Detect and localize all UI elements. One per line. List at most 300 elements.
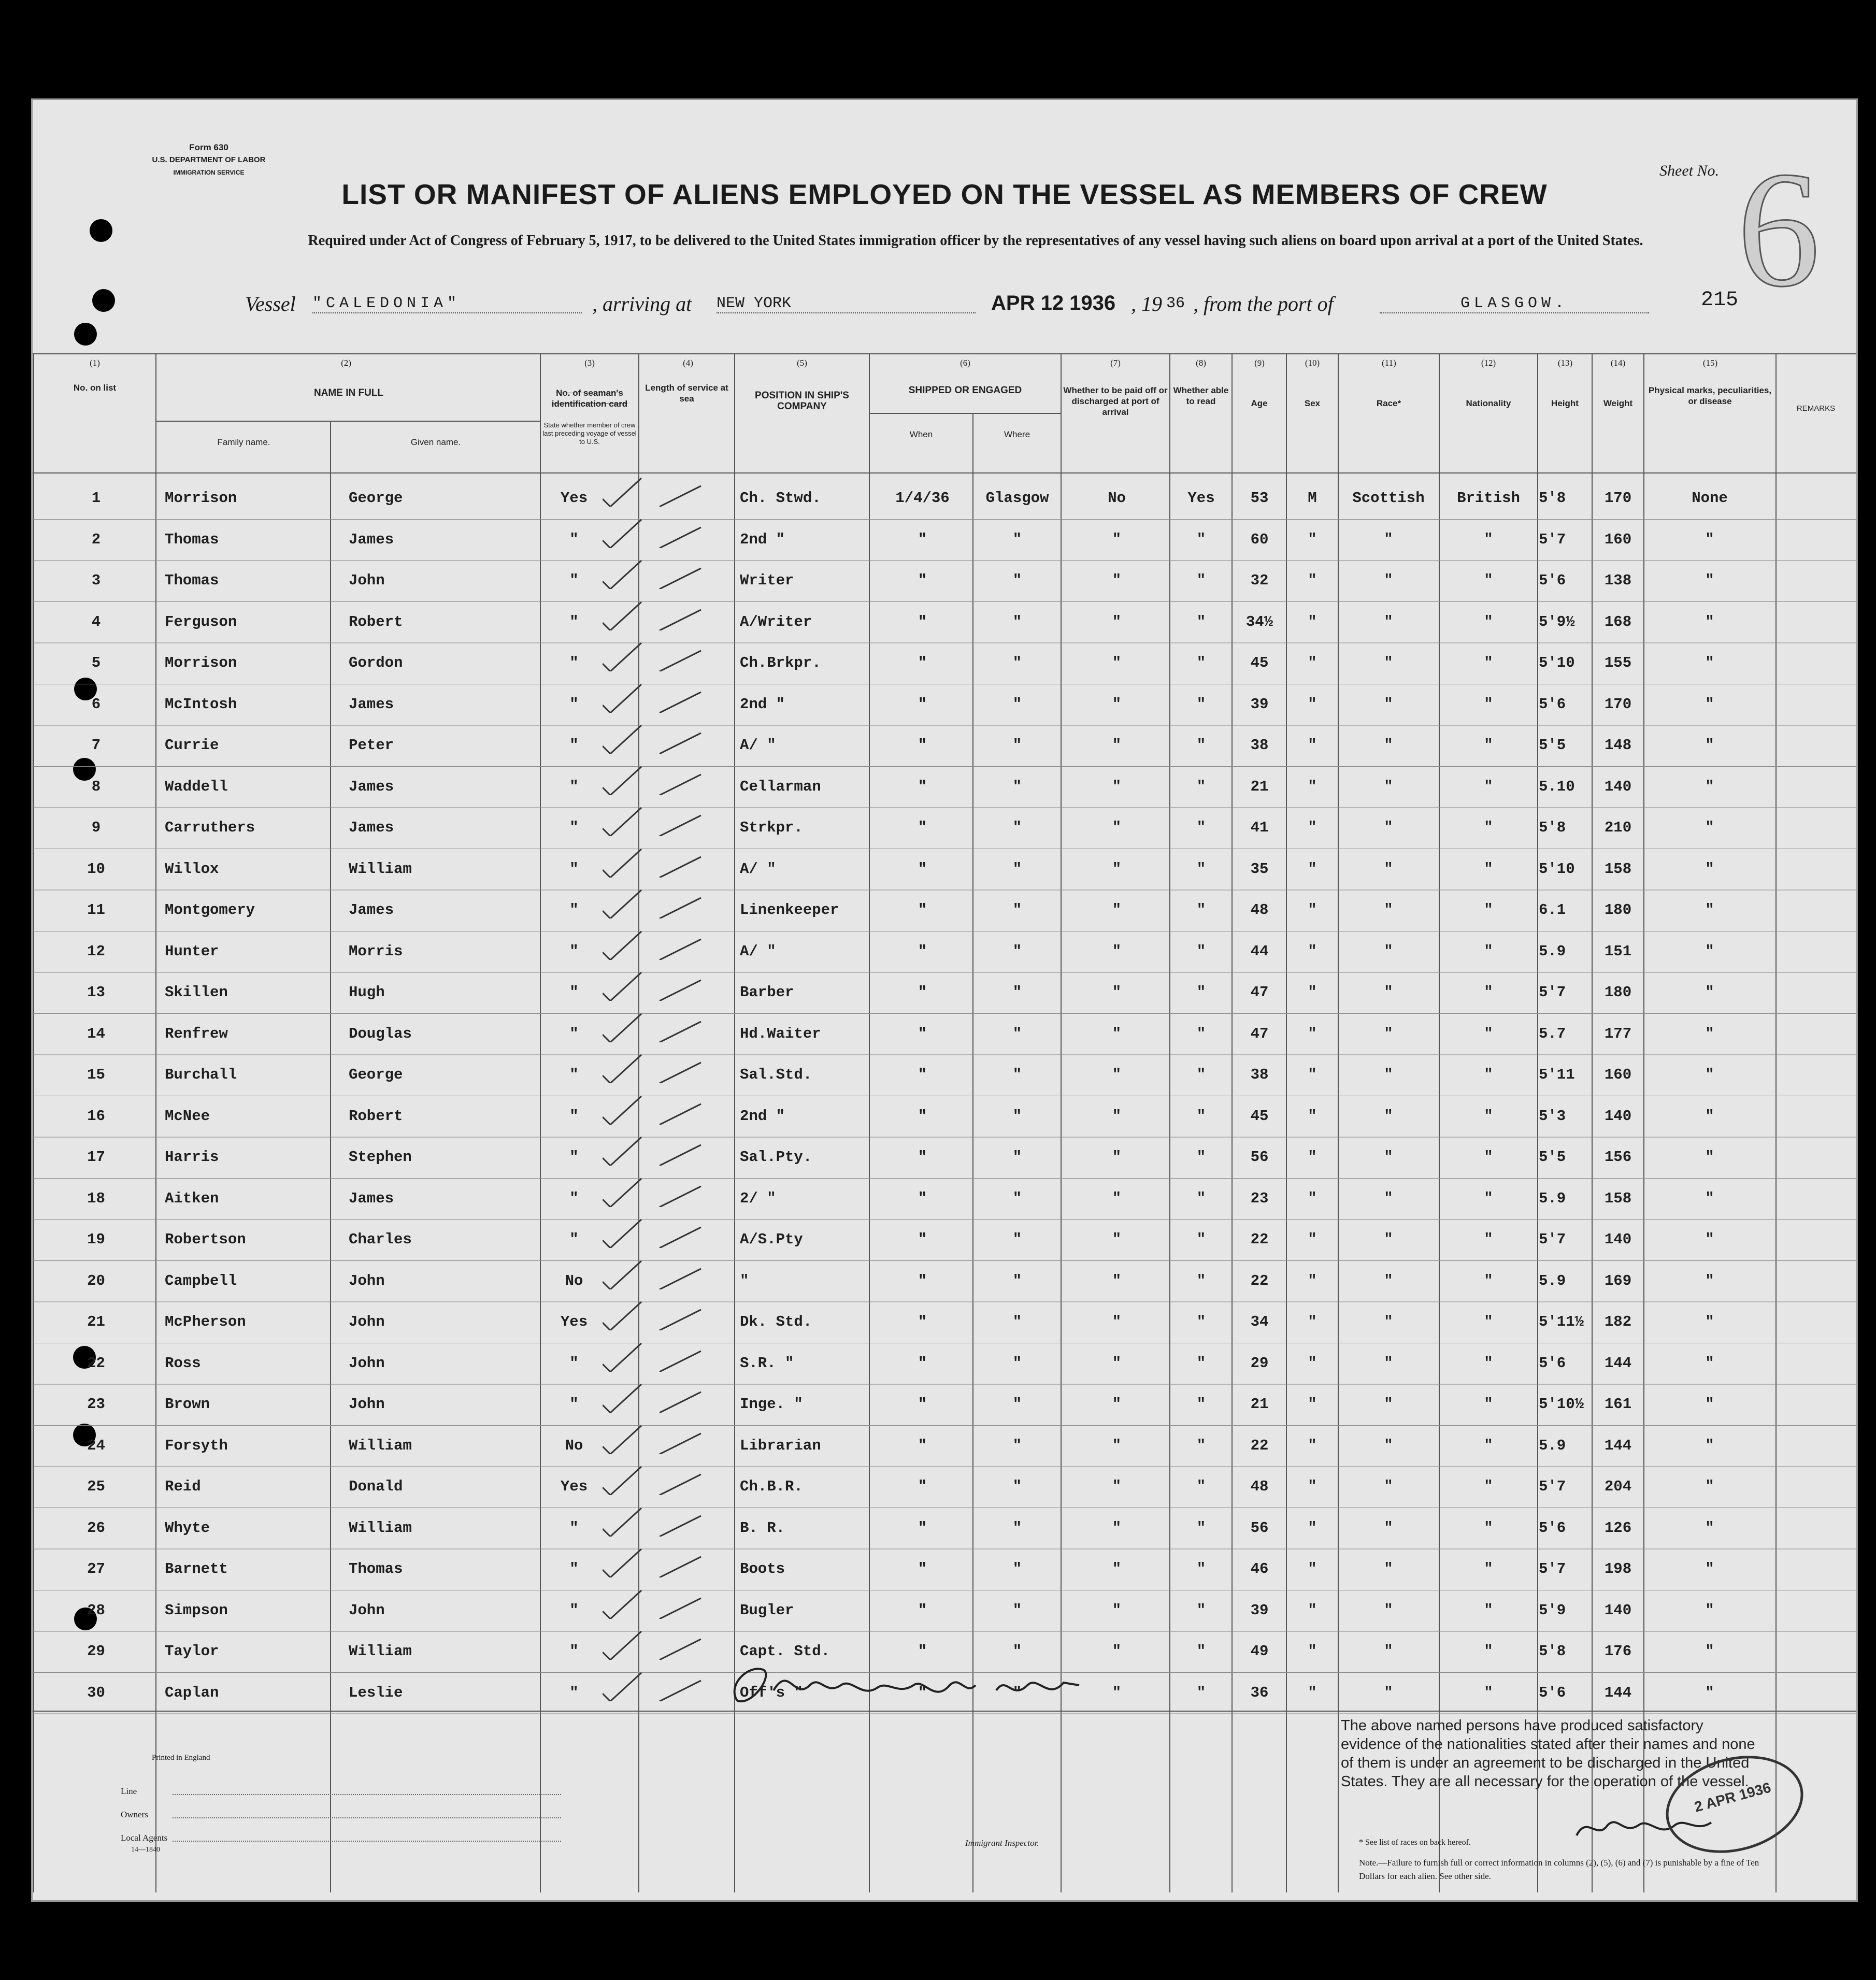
cell-marks: " [1705, 1149, 1714, 1166]
vessel-number: 215 [1701, 289, 1739, 312]
footer-line-label: Line [121, 1786, 137, 1796]
cell-where: " [1012, 1025, 1022, 1042]
check-mark [603, 1629, 706, 1660]
col-num-5: (5) [797, 358, 807, 368]
cell-age: 21 [1250, 1396, 1269, 1413]
cell-height: 5'9 [1539, 1601, 1566, 1619]
cell-weight: 156 [1604, 1149, 1632, 1166]
cell-weight: 210 [1604, 819, 1632, 836]
cell-position: A/ " [740, 737, 776, 754]
cell-no: 19 [87, 1231, 105, 1248]
cell-position: Strkpr. [740, 819, 803, 836]
cell-when: " [918, 613, 927, 630]
cell-where: " [1012, 737, 1022, 754]
check-mark [603, 970, 706, 1001]
cell-prev: " [569, 737, 579, 754]
cell-prev: " [569, 654, 579, 671]
cell-given: James [349, 695, 394, 713]
cell-read: " [1196, 1313, 1206, 1330]
cell-height: 5'6 [1539, 1354, 1566, 1372]
header-able-read: Whether able to read [1173, 385, 1229, 406]
cell-position: Ch. Stwd. [740, 490, 821, 507]
check-mark [603, 1258, 706, 1289]
cell-race: " [1384, 1313, 1393, 1330]
cell-weight: 168 [1604, 613, 1632, 630]
cell-prev: " [569, 984, 579, 1001]
cell-prev: " [569, 1643, 579, 1660]
cell-where: " [1012, 1560, 1022, 1577]
cell-family: Aitken [165, 1189, 219, 1207]
cell-marks: " [1705, 1231, 1714, 1248]
cell-position: S.R. " [740, 1354, 794, 1372]
cell-when: " [918, 1354, 927, 1372]
cell-given: John [349, 1272, 385, 1289]
cell-marks: " [1705, 819, 1714, 836]
cell-given: William [349, 1519, 412, 1537]
cell-age: 44 [1250, 942, 1269, 960]
cell-nat: " [1484, 1519, 1493, 1537]
sheet-label: Sheet No. [1659, 162, 1719, 179]
cell-paid: " [1112, 530, 1122, 548]
cell-given: James [349, 530, 394, 548]
cell-prev: " [569, 1107, 579, 1125]
cell-position: 2nd " [740, 530, 785, 548]
cell-when: " [918, 942, 927, 960]
cell-age: 56 [1250, 1519, 1269, 1537]
cell-race: " [1384, 1684, 1393, 1701]
col-num-4: (4) [683, 358, 693, 368]
cell-race: " [1384, 1560, 1393, 1577]
col-num-14: (14) [1610, 358, 1626, 368]
cell-race: " [1384, 778, 1393, 795]
cell-prev: " [569, 1025, 579, 1042]
cell-no: 7 [91, 737, 101, 754]
cell-weight: 169 [1604, 1272, 1632, 1289]
cell-nat: " [1484, 819, 1493, 836]
cell-family: Burchall [165, 1066, 237, 1083]
cell-no: 16 [87, 1107, 105, 1125]
cell-marks: " [1705, 1643, 1714, 1660]
cell-when: " [918, 1396, 927, 1413]
cell-marks: " [1705, 1684, 1714, 1701]
cell-height: 5'8 [1539, 1643, 1566, 1660]
cell-position: 2/ " [740, 1189, 776, 1207]
cell-weight: 140 [1604, 1231, 1632, 1248]
cell-read: " [1196, 778, 1206, 795]
cell-height: 5'7 [1539, 530, 1566, 548]
cell-family: Morrison [165, 490, 237, 507]
cell-height: 5'9½ [1539, 613, 1575, 630]
arriving-label: , arriving at [592, 292, 692, 315]
cell-no: 22 [87, 1354, 105, 1372]
cell-when: " [918, 1519, 927, 1537]
check-mark [603, 805, 706, 836]
cell-position: Off's " [740, 1684, 803, 1701]
year-value: 36 [1166, 295, 1185, 312]
cell-read: " [1196, 1231, 1206, 1248]
cell-race: " [1384, 695, 1393, 713]
cell-family: Thomas [165, 530, 219, 548]
cell-family: Whyte [165, 1519, 210, 1537]
cell-given: Peter [349, 737, 394, 754]
cell-weight: 140 [1604, 1107, 1632, 1125]
cell-marks: " [1705, 1478, 1714, 1495]
cell-paid: " [1112, 1149, 1122, 1166]
cell-race: " [1384, 1231, 1393, 1248]
printed-in: Printed in England [152, 1754, 210, 1762]
cell-read: " [1196, 1560, 1206, 1577]
cell-where: " [1012, 819, 1022, 836]
cell-no: 28 [87, 1601, 105, 1619]
cell-read: " [1196, 654, 1206, 671]
cell-age: 34½ [1245, 613, 1273, 630]
col-num-13: (13) [1557, 358, 1573, 368]
cell-height: 5'6 [1539, 1519, 1566, 1537]
check-mark [603, 1135, 706, 1166]
cell-sex: " [1308, 1478, 1317, 1495]
cell-family: Waddell [165, 778, 228, 795]
cell-height: 5'11½ [1539, 1313, 1584, 1330]
cell-weight: 126 [1604, 1519, 1632, 1537]
cell-where: " [1012, 613, 1022, 630]
cell-nat: " [1484, 901, 1493, 919]
cell-nat: " [1484, 1025, 1493, 1042]
cell-paid: " [1112, 1396, 1122, 1413]
col-num-10: (10) [1305, 358, 1320, 368]
cell-sex: " [1308, 942, 1317, 960]
cell-race: " [1384, 613, 1393, 630]
check-mark [603, 476, 706, 507]
cell-position: A/ " [740, 942, 776, 960]
cell-height: 5'10 [1539, 654, 1575, 671]
cell-given: Thomas [349, 1560, 403, 1577]
cell-weight: 176 [1604, 1643, 1632, 1660]
cell-marks: " [1705, 654, 1714, 671]
cell-position: Ch.B.R. [740, 1478, 803, 1495]
footer-line-rule [173, 1794, 561, 1795]
cell-position: Ch.Brkpr. [740, 654, 821, 671]
cell-given: George [349, 1066, 403, 1083]
cell-race: " [1384, 572, 1393, 589]
cell-height: 5'7 [1539, 1231, 1566, 1248]
cell-age: 60 [1250, 530, 1269, 548]
header-seaman-card: No. of seaman's identification card [551, 388, 628, 409]
cell-sex: " [1308, 1025, 1317, 1042]
cell-sex: " [1308, 778, 1317, 795]
cell-age: 22 [1250, 1231, 1269, 1248]
cell-paid: " [1112, 572, 1122, 589]
cell-race: " [1384, 1354, 1393, 1372]
cell-paid: " [1112, 1272, 1122, 1289]
cell-when: " [918, 654, 927, 671]
cell-height: 5'10 [1539, 860, 1575, 878]
check-mark [603, 1670, 706, 1701]
cell-position: Hd.Waiter [740, 1025, 821, 1042]
cell-marks: " [1705, 1189, 1714, 1207]
cell-read: " [1196, 1684, 1206, 1701]
cell-height: 5'10½ [1539, 1396, 1584, 1413]
footer-agents-rule [173, 1841, 561, 1842]
cell-height: 5.9 [1539, 1272, 1566, 1289]
cell-given: William [349, 860, 412, 878]
check-mark [603, 1299, 706, 1330]
department: U.S. DEPARTMENT OF LABOR [152, 155, 266, 164]
col-num-2: (2) [341, 358, 351, 368]
cell-where: Glasgow [985, 490, 1049, 507]
cell-given: John [349, 1354, 385, 1372]
cell-when: " [918, 1189, 927, 1207]
header-length-service: Length of service at sea [645, 383, 728, 404]
from-label: , from the port of [1193, 292, 1334, 315]
cell-prev: " [569, 695, 579, 713]
cell-race: " [1384, 1478, 1393, 1495]
check-mark [603, 1588, 706, 1619]
cell-age: 36 [1250, 1684, 1269, 1701]
manifest-sheet [31, 98, 1858, 1902]
header-position: POSITION IN SHIP'S COMPANY [755, 390, 849, 412]
cell-prev: " [569, 1066, 579, 1083]
cell-sex: " [1308, 613, 1317, 630]
cell-family: Renfrew [165, 1025, 228, 1042]
cell-prev: " [569, 1560, 579, 1577]
cell-where: " [1012, 1107, 1022, 1125]
cell-age: 53 [1250, 490, 1269, 507]
cell-when: " [918, 1272, 927, 1289]
cell-paid: " [1112, 1478, 1122, 1495]
cell-prev: Yes [560, 490, 588, 507]
cell-weight: 180 [1604, 984, 1632, 1001]
cell-family: McNee [165, 1107, 210, 1125]
cell-race: " [1384, 901, 1393, 919]
cell-weight: 204 [1604, 1478, 1632, 1495]
cell-paid: " [1112, 860, 1122, 878]
cell-race: " [1384, 1107, 1393, 1125]
cell-paid: " [1112, 819, 1122, 836]
cell-no: 3 [91, 572, 101, 589]
cell-nat: British [1457, 490, 1520, 507]
cell-height: 5'8 [1539, 819, 1566, 836]
cell-marks: " [1705, 1354, 1714, 1372]
cell-position: Barber [740, 984, 794, 1001]
cell-height: 5'5 [1539, 1149, 1566, 1166]
cell-race: " [1384, 1396, 1393, 1413]
cell-family: Willox [165, 860, 219, 878]
cell-no: 1 [91, 490, 101, 507]
cell-given: John [349, 1396, 385, 1413]
cell-no: 6 [91, 695, 101, 713]
cell-nat: " [1484, 860, 1493, 878]
cell-given: Donald [349, 1478, 403, 1495]
inspector-signature [717, 1654, 1131, 1716]
cell-paid: " [1112, 1437, 1122, 1454]
cell-sex: " [1308, 1684, 1317, 1701]
cell-given: George [349, 490, 403, 507]
cell-no: 21 [87, 1313, 105, 1330]
check-mark [603, 1011, 706, 1042]
cell-marks: " [1705, 1066, 1714, 1083]
cell-race: " [1384, 1601, 1393, 1619]
cell-prev: No [565, 1272, 583, 1289]
cell-marks: " [1705, 1560, 1714, 1577]
cell-given: Robert [349, 613, 403, 630]
cell-where: " [1012, 654, 1022, 671]
cell-where: " [1012, 530, 1022, 548]
cell-given: Robert [349, 1107, 403, 1125]
cell-sex: " [1308, 901, 1317, 919]
cell-nat: " [1484, 530, 1493, 548]
cell-read: " [1196, 1066, 1206, 1083]
cell-where: " [1012, 1643, 1022, 1660]
cell-sex: " [1308, 1643, 1317, 1660]
header-nationality: Nationality [1466, 398, 1511, 408]
cell-when: " [918, 1601, 927, 1619]
cell-read: " [1196, 1396, 1206, 1413]
cell-prev: No [565, 1437, 583, 1454]
cell-prev: " [569, 860, 579, 878]
col-num-8: (8) [1196, 358, 1206, 368]
cell-weight: 177 [1604, 1025, 1632, 1042]
cell-age: 35 [1250, 860, 1269, 878]
cell-age: 47 [1250, 1025, 1269, 1042]
cell-age: 38 [1250, 737, 1269, 754]
cell-nat: " [1484, 1149, 1493, 1166]
cell-weight: 140 [1604, 778, 1632, 795]
check-mark [603, 517, 706, 548]
cell-no: 4 [91, 613, 101, 630]
cell-sex: " [1308, 984, 1317, 1001]
cell-marks: " [1705, 613, 1714, 630]
cell-age: 45 [1250, 654, 1269, 671]
header-name-in-full: NAME IN FULL [313, 388, 384, 398]
cell-family: Campbell [165, 1272, 237, 1289]
cell-given: Douglas [349, 1025, 412, 1042]
page-title: LIST OR MANIFEST OF ALIENS EMPLOYED ON THE VESSEL AS MEMBERS OF CREW [341, 178, 1548, 210]
cell-age: 47 [1250, 984, 1269, 1001]
cell-race: " [1384, 1066, 1393, 1083]
check-mark [603, 887, 706, 919]
cell-where: " [1012, 695, 1022, 713]
cell-position: A/Writer [740, 613, 812, 630]
cell-sex: " [1308, 654, 1317, 671]
cell-paid: " [1112, 695, 1122, 713]
cell-position: Sal.Std. [740, 1066, 812, 1083]
cell-when: " [918, 984, 927, 1001]
cell-sex: M [1308, 490, 1317, 507]
from-port: GLASGOW. [1380, 295, 1649, 313]
cell-paid: " [1112, 1231, 1122, 1248]
cell-where: " [1012, 572, 1022, 589]
check-mark [603, 1423, 706, 1454]
cell-read: " [1196, 1354, 1206, 1372]
check-mark [603, 1382, 706, 1413]
cell-position: 2nd " [740, 1107, 785, 1125]
cell-when: 1/4/36 [895, 490, 950, 507]
header-paid-off: Whether to be paid off or discharged at port of arrival [1063, 385, 1168, 417]
cell-prev: Yes [560, 1313, 588, 1330]
cell-height: 5'8 [1539, 490, 1566, 507]
cell-family: McIntosh [165, 695, 237, 713]
cell-no: 11 [87, 901, 105, 919]
cell-sex: " [1308, 1560, 1317, 1577]
cell-read: " [1196, 984, 1206, 1001]
cell-paid: " [1112, 1643, 1122, 1660]
cell-given: Charles [349, 1231, 412, 1248]
cell-read: " [1196, 1478, 1206, 1495]
cell-paid: No [1108, 490, 1126, 507]
cell-given: John [349, 1313, 385, 1330]
cell-weight: 140 [1604, 1601, 1632, 1619]
cell-given: James [349, 819, 394, 836]
cell-read: " [1196, 737, 1206, 754]
cell-paid: " [1112, 901, 1122, 919]
cell-paid: " [1112, 1107, 1122, 1125]
cell-no: 12 [87, 942, 105, 960]
cell-height: 6.1 [1539, 901, 1566, 919]
cell-where: " [1012, 1354, 1022, 1372]
cell-sex: " [1308, 530, 1317, 548]
cell-where: " [1012, 1272, 1022, 1289]
header-given-name: Given name. [410, 437, 461, 447]
header-no-on-list: No. on list [73, 383, 117, 393]
cell-when: " [918, 695, 927, 713]
cell-race: " [1384, 984, 1393, 1001]
cell-read: " [1196, 572, 1206, 589]
cell-family: Reid [165, 1478, 201, 1495]
cell-when: " [918, 778, 927, 795]
cell-race: " [1384, 1149, 1393, 1166]
cell-no: 25 [87, 1478, 105, 1495]
cell-race: " [1384, 1025, 1393, 1042]
cell-family: Currie [165, 737, 219, 754]
footnote: * See list of races on back hereof. [1359, 1838, 1471, 1847]
check-mark [603, 1094, 706, 1125]
inspector-label: Immigrant Inspector. [965, 1838, 1039, 1848]
cell-read: " [1196, 1025, 1206, 1042]
header-when: When [909, 429, 933, 439]
cell-race: " [1384, 530, 1393, 548]
header-remarks: REMARKS [1796, 404, 1836, 413]
header-prev-voyage: State whether member of crew last preceding voyage of vessel to U.S. [542, 421, 637, 446]
cell-sex: " [1308, 737, 1317, 754]
cell-where: " [1012, 1231, 1022, 1248]
check-mark [603, 723, 706, 754]
cell-age: 23 [1250, 1189, 1269, 1207]
cell-family: Montgomery [165, 901, 255, 919]
cell-where: " [1012, 860, 1022, 878]
check-mark [603, 558, 706, 589]
cell-family: Carruthers [165, 819, 255, 836]
cell-sex: " [1308, 1313, 1317, 1330]
cell-family: Morrison [165, 654, 237, 671]
cell-read: " [1196, 1437, 1206, 1454]
cell-sex: " [1308, 1601, 1317, 1619]
cell-nat: " [1484, 654, 1493, 671]
cell-no: 17 [87, 1149, 105, 1166]
cell-nat: " [1484, 1272, 1493, 1289]
cell-no: 15 [87, 1066, 105, 1083]
cell-when: " [918, 1560, 927, 1577]
check-mark [603, 1176, 706, 1207]
cell-sex: " [1308, 1107, 1317, 1125]
col-num-9: (9) [1254, 358, 1265, 368]
cell-nat: " [1484, 1066, 1493, 1083]
cell-prev: " [569, 1149, 579, 1166]
check-mark [603, 1217, 706, 1248]
col-num-3: (3) [584, 358, 595, 368]
cell-paid: " [1112, 654, 1122, 671]
cell-nat: " [1484, 1107, 1493, 1125]
cell-prev: Yes [560, 1478, 588, 1495]
